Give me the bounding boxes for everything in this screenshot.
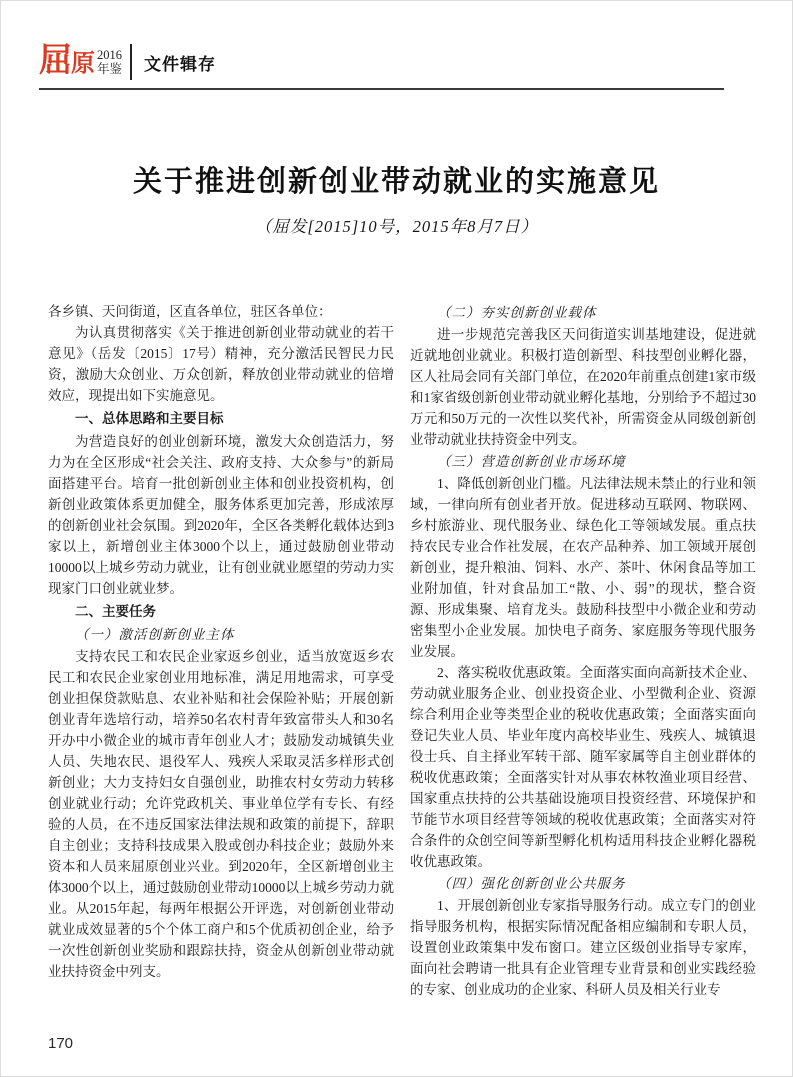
left-column (48, 301, 394, 1000)
document-body (48, 301, 756, 1000)
section-heading: 一、总体思路和主要目标 (75, 411, 224, 426)
subsection-heading: （四）强化创新创业公共服务 (437, 876, 626, 891)
yearbook-logo-year-block (97, 48, 122, 76)
document-title: 关于推进创新创业带动就业的实施意见 (132, 166, 660, 198)
header-divider (130, 44, 132, 80)
page-header (39, 41, 724, 90)
yearbook-logo-wordmark: 屈原 (39, 41, 94, 78)
yearbook-logo (39, 41, 724, 83)
yearbook-label: 年鉴 (97, 62, 123, 76)
paragraph: 为营造良好的创业创新环境，激发大众创造活力，努力为在全区形成“社会关注、政府支持、大众参与”的新局面搭建平台。培育一批创新创业主体和创业投资机构，创新创业政策体系更加健全，服务体系更加完善，形成浓厚的创新创业社会氛围。到2020年，全区各类孵化载体达到3家以上，新增创业主体3000个以上，通过鼓励创业带动10000以上城乡劳动力就业，让有创业就业愿望的劳动力实现家门口创业就业梦。 (48, 434, 394, 596)
paragraph: 1、开展创新创业专家指导服务行动。成立专门的创业指导服务机构，根据实际情况配备相应编制和专职人员，设置创业政策集中发布窗口。建立区级创业指导专家库，面向社会聘请一批具有企业管理专业背景和创业实践经验的专家、创业成功的企业家、科研人员及相关行业专 (410, 898, 756, 997)
paragraph: 2、落实税收优惠政策。全面落实面向高新技术企业、劳动就业服务企业、创业投资企业、小型微利企业、资源综合利用企业等类型企业的税收优惠政策；全面落实面向登记失业人员、毕业年度内高校毕业生、残疾人、城镇退役士兵、自主择业军转干部、随军家属等自主创业群体的税收优惠政策；全面落实针对从事农林牧渔业项目经营、国家重点扶持的公共基础设施项目投资经营、环境保护和节能节水项目经营等领域的税收优惠政策；全面落实对符合条件的众创空间等新型孵化机构适用科技企业孵化器税收优惠政策。 (410, 665, 756, 869)
header-rule (39, 88, 724, 90)
subsection-heading: （三）营造创新创业市场环境 (437, 454, 626, 469)
paragraph: 进一步规范完善我区天问街道实训基地建设，促进就近就地创业就业。积极打造创新型、科技型创业孵化器，区人社局会同有关部门单位，在2020年前重点创建1家市级和1家省级创新创业带动就业孵化基地，分别给予不超过30万元和50万元的一次性以奖代补，所需资金从同级创新创业带动就业扶持资金中列支。 (410, 327, 756, 447)
paragraph: 为认真贯彻落实《关于推进创新创业带动就业的若干意见》（岳发〔2015〕17号）精神，充分激活民智民力民资，激励大众创业、万众创新，释放创业带动就业的倍增效应，现提出如下实施意见。 (48, 325, 394, 403)
section-heading: 二、主要任务 (75, 604, 156, 619)
salutation-line: 各乡镇、天问街道，区直各单位，驻区各单位： (48, 304, 332, 319)
paragraph: 支持农民工和农民企业家返乡创业，适当放宽返乡农民工和农民企业家创业用地标准，满足用地需求，可享受创业担保贷款贴息、农业补贴和社会保险补贴；开展创新创业青年选培行动，培养50名农村青年致富带头人和30名开办中小微企业的城市青年创业人才；鼓励发动城镇失业人员、失地农民、退役军人、残疾人采取灵活多样形式创新创业；大力支持妇女自强创业，助推农村女劳动力转移创业就业行动；允许党政机关、事业单位学有专长、有经验的人员，在不违反国家法律法规和政策的前提下，辞职自主创业；支持科技成果入股或创办科技企业；鼓励外来资本和人员来屈原创业兴业。到2020年，全区新增创业主体3000个以上，通过鼓励创业带动10000以上城乡劳动力就业。从2015年起，每两年根据公开评选，对创新创业带动就业成效显著的5个个体工商户和5个优质初创企业，给予一次性创新创业奖励和跟踪扶持，资金从创新创业带动就业扶持资金中列支。 (48, 649, 394, 979)
section-title: 文件辑存 (144, 54, 217, 74)
right-column (410, 301, 756, 1000)
yearbook-year: 2016 (97, 48, 122, 62)
paragraph: 1、降低创新创业门槛。凡法律法规未禁止的行业和领域，一律向所有创业者开放。促进移动互联网、物联网、乡村旅游业、现代服务业、绿色化工等领域发展。重点扶持农民专业合作社发展，在农产品种养、加工领域开展创新创业，提升粮油、饲料、水产、茶叶、休闲食品等加工业附加值，针对食品加工“散、小、弱”的现状，整合资源、形成集聚、培育龙头。鼓励科技型中小微企业和劳动密集型小企业发展。加快电子商务、家庭服务等现代服务业发展。 (410, 476, 756, 659)
subsection-heading: （一）激活创新创业主体 (75, 627, 235, 642)
subsection-heading: （二）夯实创新创业载体 (437, 305, 597, 320)
document-subtitle: （屈发[2015]10号，2015年8月7日） (254, 217, 539, 236)
page-number: 170 (48, 1035, 74, 1052)
